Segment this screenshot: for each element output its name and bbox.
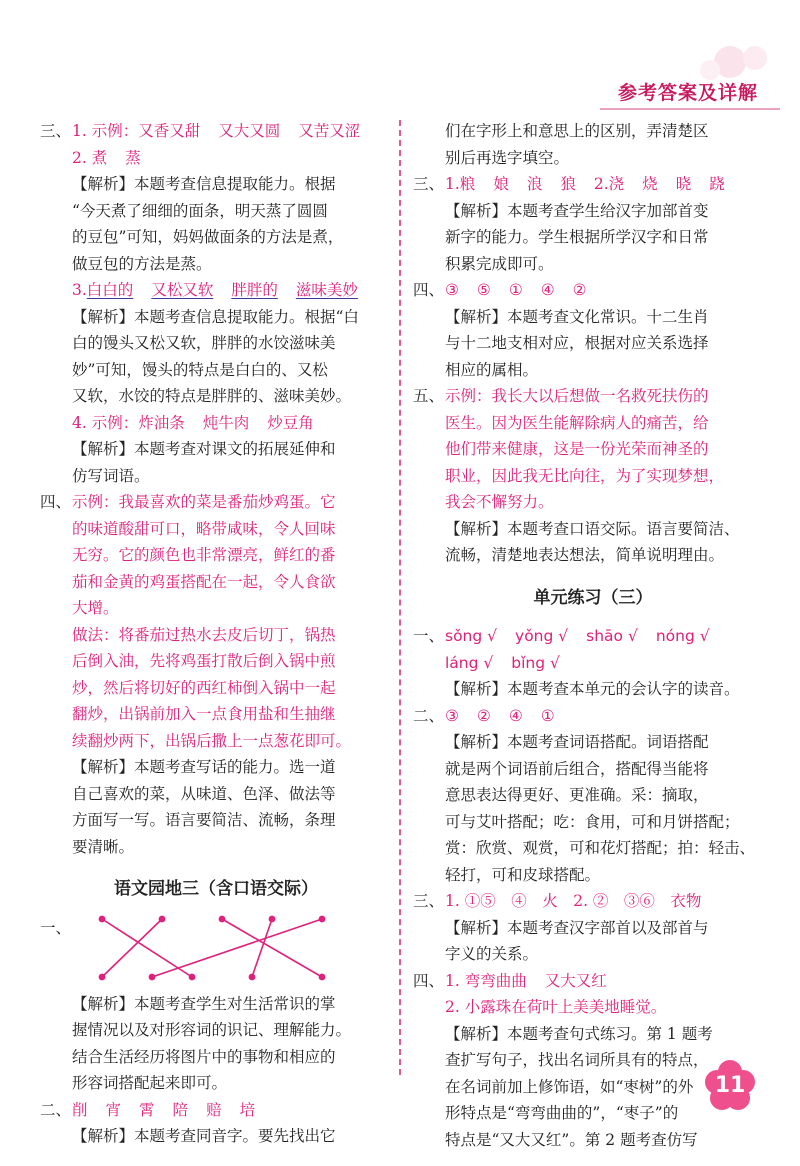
answer-line: 2. 小露珠在荷叶上美美地睡觉。 <box>445 998 667 1016</box>
section-number: 四、 <box>413 281 445 299</box>
explanation: 【解析】本题考查词语搭配。词语搭配 就是两个词语前后组合，搭配得当能将 意思表达得更好、更准确。采：摘取， 可与艾叶搭配；吃：食用，可和月饼搭配； 赏：欣赏、观赏，可和花灯搭配；拍：轻击、 轻打，可和皮球搭配。 <box>445 733 756 884</box>
left-column <box>40 118 392 1150</box>
explanation: 【解析】本题考查信息提取能力。根据“白 白的馒头又松又软，胖胖的水饺滋味美 妙”可知，馒头的特点是白白的、又松 又软，水饺的特点是胖胖的、滋味美妙。 <box>72 307 359 405</box>
page-header-title: 参考答案及详解 <box>617 82 758 104</box>
answer-line: 2. 煮 蒸 <box>72 148 141 167</box>
section-4 <box>40 489 392 860</box>
explanation: 【解析】本题考查学生给汉字加部首变 新字的能力。学生根据所学汉字和日常 积累完成即可。 <box>445 201 709 273</box>
explanation: 【解析】本题考查本单元的会认字的读音。 <box>445 680 740 698</box>
answer-line: ③ ② ④ ① <box>445 706 555 725</box>
unit-3 <box>413 888 773 968</box>
page-number: 11 <box>714 1073 746 1098</box>
answer-line: ③ ⑤ ① ④ ② <box>445 281 587 299</box>
yuanwen-2 <box>40 1097 392 1150</box>
section-number: 一、 <box>40 918 72 937</box>
example-answer: 示例：我长大以后想做一名救死扶伤的 医生。因为医生能解除病人的痛苦，给 他们带来健康，这是一份光荣而神圣的 职业，因此我无比向往，为了实现梦想， 我会不懈努力。 <box>445 387 725 511</box>
section-number: 三、 <box>413 175 445 193</box>
section-number: 五、 <box>413 387 445 405</box>
section-title: 语文园地三（含口语交际） <box>114 879 318 899</box>
answer-line: 4. 示例：炸油条 炖牛肉 炒豆角 <box>72 413 314 432</box>
answer-line: 1. 示例：又香又甜 又大又圆 又苦又涩 <box>72 122 361 140</box>
section-number: 三、 <box>40 122 72 140</box>
pinyin-answers: láng √ bǐng √ <box>445 653 560 672</box>
section-number: 四、 <box>40 493 72 511</box>
unit-1 <box>413 623 773 703</box>
explanation: 【解析】本题考查句式练习。第 1 题考 查扩写句子，找出名词所具有的特点， 在名词前加上修饰语，如“枣树”的外 形特点是“弯弯曲曲的”，“枣子”的 特点是“又大又红”。第 2 题考查仿写 <box>445 1024 713 1149</box>
pinyin-answers: sǒng √ yǒng √ shāo √ nóng √ <box>445 627 710 645</box>
section-number: 四、 <box>413 971 445 990</box>
section-number: 二、 <box>40 1100 72 1119</box>
explanation: 【解析】本题考查文化常识。十二生肖 与十二地支相对应，根据对应关系选择 相应的属相。 <box>445 307 709 379</box>
header-underline <box>600 108 780 110</box>
answer-line: 削 宵 霄 陪 赔 培 <box>72 1100 256 1119</box>
section-number: 一、 <box>413 627 445 645</box>
section-3-right <box>413 171 773 277</box>
explanation: 【解析】本题考查写话的能力。选一道 自己喜欢的菜，从味道、色泽、做法等 方面写一写。语言要简洁、流畅，条理 要清晰。 <box>72 758 336 856</box>
method-answer: 做法：将番茄过热水去皮后切丁，锅热 后倒入油，先将鸡蛋打散后倒入锅中煎 炒，然后将切好的西红柿倒入锅中一起 翻炒，出锅前加入一点食用盐和生抽继 续翻炒两下，出锅后撒上一点葱花即可。 <box>72 625 352 750</box>
explanation: 【解析】本题考查对课文的拓展延伸和 仿写词语。 <box>72 440 336 485</box>
section-number: 二、 <box>413 706 445 725</box>
column-divider <box>399 120 401 1075</box>
yuanwen-1 <box>40 915 392 991</box>
example-answer: 示例：我最喜欢的菜是番茄炒鸡蛋。它 的味道酸甜可口，略带咸味，令人回味 无穷。它的颜色也非常漂亮，鲜红的番 茄和金黄的鸡蛋搭配在一起，令人食欲 大增。 <box>72 493 336 617</box>
section-3 <box>40 118 392 489</box>
matching-lines-diagram <box>92 907 342 987</box>
explanation: 【解析】本题考查同音字。要先找出它 <box>72 1127 336 1145</box>
continued-text: 们在字形上和意思上的区别，弄清楚区 别后再选字填空。 <box>445 122 709 167</box>
section-5-right <box>413 383 773 569</box>
explanation: 【解析】本题考查信息提取能力。根据 “今天煮了细细的面条，明天蒸了圆圆 的豆包”可知，妈妈做面条的方法是煮， 做豆包的方法是蒸。 <box>72 175 344 273</box>
section-4-right <box>413 277 773 383</box>
explanation: 【解析】本题考查学生对生活常识的掌 握情况以及对形容词的识记、理解能力。 结合生活经历将图片中的事物和相应的 形容词搭配起来即可。 <box>72 994 352 1092</box>
answer-line: 3.白白的 又松又软 胖胖的 滋味美妙 <box>72 281 358 299</box>
section-title: 单元练习（三） <box>533 587 653 608</box>
explanation: 【解析】本题考查汉字部首以及部首与 字义的关系。 <box>445 918 709 963</box>
right-column <box>413 118 773 1153</box>
answer-line: 1. ①⑤ ④ 火 2. ② ③⑥ 衣物 <box>445 892 702 910</box>
unit-2 <box>413 703 773 889</box>
explanation: 【解析】本题考查口语交际。语言要简洁、 流畅，清楚地表达想法，简单说明理由。 <box>445 519 740 564</box>
answer-line: 1.粮 娘 浪 狼 2.浇 烧 晓 跷 <box>445 175 725 193</box>
answer-line: 1. 弯弯曲曲 又大又红 <box>445 971 607 990</box>
section-number: 三、 <box>413 892 445 910</box>
